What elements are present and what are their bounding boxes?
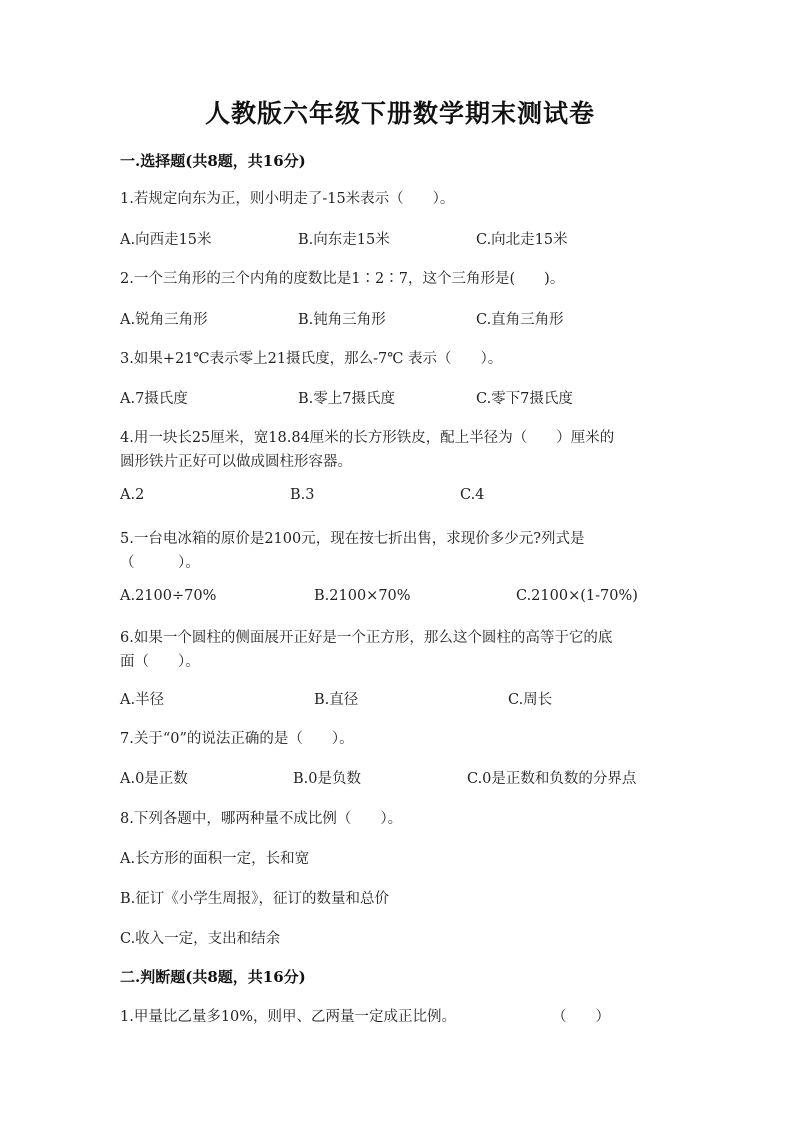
question-1-option-a: A.向西走15米 xyxy=(120,232,212,248)
question-5-stem-line-2: （ ）。 xyxy=(120,555,200,571)
section-heading-choice: 一.选择题(共8题，共16分) xyxy=(120,152,306,170)
question-2-stem: 2.一个三角形的三个内角的度数比是1∶2∶7，这个三角形是( )。 xyxy=(120,271,565,287)
question-6-stem-line-2: 面（ ）。 xyxy=(120,654,200,670)
question-1-option-c: C.向北走15米 xyxy=(476,232,568,248)
question-8-stem: 8.下列各题中，哪两种量不成比例（ ）。 xyxy=(120,811,403,827)
question-5-option-c: C.2100×(1-70%) xyxy=(516,588,638,604)
question-2-option-a: A.锐角三角形 xyxy=(120,312,208,328)
section-heading-judge: 二.判断题(共8题，共16分) xyxy=(120,968,306,986)
question-7-option-b: B.0是负数 xyxy=(293,771,361,787)
page-title: 人教版六年级下册数学期末测试卷 xyxy=(204,99,595,128)
question-5-stem-line-1: 5.一台电冰箱的原价是2100元，现在按七折出售，求现价多少元?列式是 xyxy=(120,531,585,547)
judge-question-1-blank: （ ） xyxy=(552,1009,610,1025)
question-4-stem-line-2: 圆形铁片正好可以做成圆柱形容器。 xyxy=(120,454,352,470)
question-3-stem: 3.如果+21℃表示零上21摄氏度，那么-7℃ 表示（ ）。 xyxy=(120,351,503,367)
question-1-option-b: B.向东走15米 xyxy=(298,232,390,248)
question-6-stem-line-1: 6.如果一个圆柱的侧面展开正好是一个正方形，那么这个圆柱的高等于它的底 xyxy=(120,630,613,646)
question-3-option-b: B.零上7摄氏度 xyxy=(298,391,395,407)
judge-question-1-stem: 1.甲量比乙量多10%，则甲、乙两量一定成正比例。 xyxy=(120,1009,457,1025)
question-5-option-a: A.2100÷70% xyxy=(120,588,217,604)
question-2-option-c: C.直角三角形 xyxy=(476,312,564,328)
question-8-option-c: C.收入一定，支出和结余 xyxy=(120,931,281,947)
question-6-option-a: A.半径 xyxy=(120,692,165,708)
question-4-stem-line-1: 4.用一块长25厘米，宽18.84厘米的长方形铁皮，配上半径为（ ）厘米的 xyxy=(120,430,615,446)
question-8-option-a: A.长方形的面积一定，长和宽 xyxy=(120,851,310,867)
question-4-option-b: B.3 xyxy=(290,487,315,503)
question-4-option-c: C.4 xyxy=(460,487,485,503)
question-6-option-c: C.周长 xyxy=(508,692,553,708)
question-6-option-b: B.直径 xyxy=(314,692,359,708)
question-5-option-b: B.2100×70% xyxy=(314,588,411,604)
question-7-option-a: A.0是正数 xyxy=(120,771,188,787)
question-8-option-b: B.征订《小学生周报》，征订的数量和总价 xyxy=(120,891,390,907)
question-7-option-c: C.0是正数和负数的分界点 xyxy=(467,771,637,787)
question-7-stem: 7.关于“0”的说法正确的是（ ）。 xyxy=(120,731,354,747)
question-3-option-a: A.7摄氏度 xyxy=(120,391,188,407)
question-1-stem: 1.若规定向东为正，则小明走了-15米表示（ ）。 xyxy=(120,191,455,207)
question-3-option-c: C.零下7摄氏度 xyxy=(476,391,573,407)
question-2-option-b: B.钝角三角形 xyxy=(298,312,386,328)
question-4-option-a: A.2 xyxy=(120,487,145,503)
